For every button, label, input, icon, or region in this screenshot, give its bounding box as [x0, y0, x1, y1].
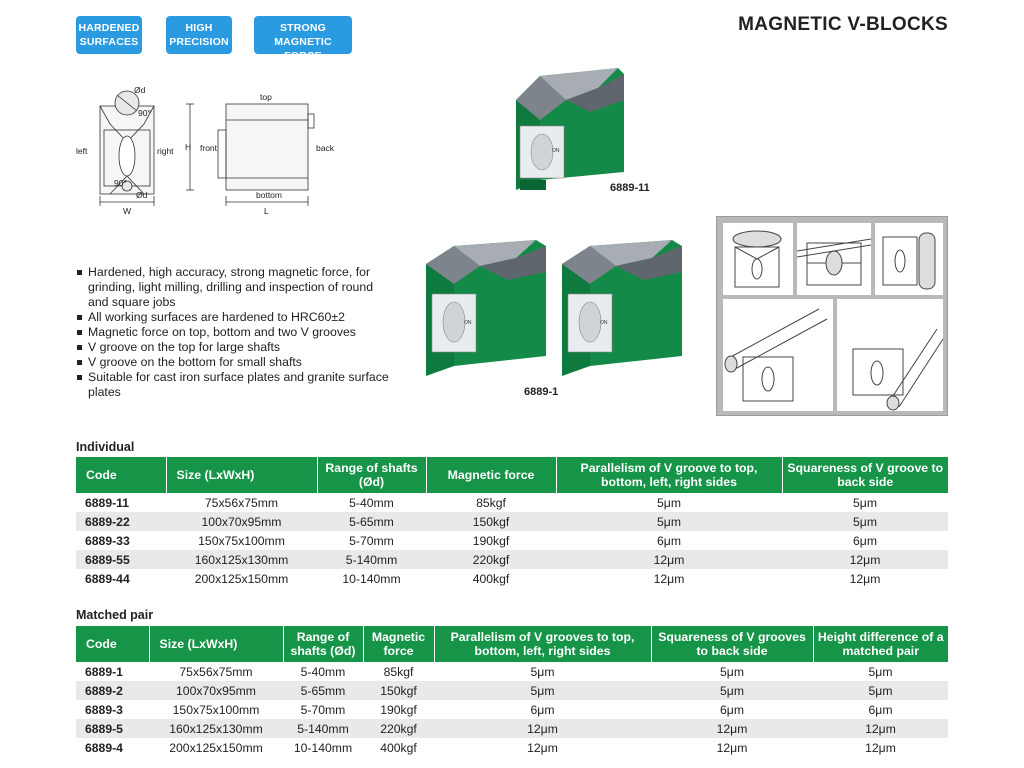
feature-item: V groove on the bottom for small shafts — [76, 355, 396, 370]
table-row — [76, 550, 948, 569]
cell-parallelism: 6μm — [556, 531, 782, 550]
table-row — [76, 662, 948, 681]
diagram-label-front: front — [200, 143, 218, 153]
cell-range: 5-40mm — [283, 662, 363, 681]
cell-parallelism: 6μm — [434, 700, 651, 719]
column-header-size: Size (LxWxH) — [149, 626, 283, 662]
feature-item: Hardened, high accuracy, strong magnetic force, for grinding, light milling, drilling and inspection of round and square jobs — [76, 265, 396, 310]
diagram-label-back: back — [316, 143, 334, 153]
cell-squareness: 12μm — [651, 719, 813, 738]
cell-code: 6889-3 — [76, 700, 149, 719]
cell-size: 100x70x95mm — [166, 512, 317, 531]
diagram-label-l: L — [264, 206, 269, 216]
column-header-squareness: Squareness of V groove to back side — [782, 457, 948, 493]
table-header-row — [76, 457, 948, 493]
cell-magnetic-force: 85kgf — [363, 662, 434, 681]
cell-parallelism: 5μm — [556, 512, 782, 531]
cell-size: 75x56x75mm — [149, 662, 283, 681]
cell-magnetic-force: 150kgf — [426, 512, 556, 531]
application-illustrations — [716, 216, 948, 416]
badge-precision-line1: HIGH — [185, 22, 213, 34]
cell-size: 160x125x130mm — [149, 719, 283, 738]
application-cell — [797, 223, 871, 295]
cell-height-difference: 12μm — [813, 719, 948, 738]
cell-squareness: 5μm — [651, 681, 813, 700]
cell-code: 6889-44 — [76, 569, 166, 588]
cell-parallelism: 12μm — [434, 738, 651, 757]
column-header-squareness: Squareness of V grooves to back side — [651, 626, 813, 662]
cell-size: 100x70x95mm — [149, 681, 283, 700]
cell-squareness: 12μm — [782, 569, 948, 588]
cell-magnetic-force: 150kgf — [363, 681, 434, 700]
diagram-label-w: W — [123, 206, 132, 216]
application-cell — [723, 223, 793, 295]
cell-code: 6889-55 — [76, 550, 166, 569]
table-row — [76, 569, 948, 588]
column-header-magnetic-force: Magnetic force — [426, 457, 556, 493]
column-header-parallelism: Parallelism of V groove to top, bottom, left, right sides — [556, 457, 782, 493]
cell-magnetic-force: 220kgf — [363, 719, 434, 738]
diagram-label-bottom: bottom — [256, 190, 282, 200]
table-header-row — [76, 626, 948, 662]
cell-range: 5-40mm — [317, 493, 426, 512]
column-header-code: Code — [76, 626, 149, 662]
cell-squareness: 5μm — [782, 493, 948, 512]
column-header-parallelism: Parallelism of V grooves to top, bottom, left, right sides — [434, 626, 651, 662]
cell-squareness: 5μm — [651, 662, 813, 681]
diagram-label-h: H — [185, 142, 192, 152]
cell-height-difference: 12μm — [813, 738, 948, 757]
diagram-label-angle-bottom: 90° — [114, 178, 127, 188]
cell-size: 75x56x75mm — [166, 493, 317, 512]
column-header-size: Size (LxWxH) — [166, 457, 317, 493]
cell-code: 6889-22 — [76, 512, 166, 531]
column-header-magnetic-force: Magnetic force — [363, 626, 434, 662]
v-block-pair-right-image — [560, 236, 684, 378]
column-header-range: Range of shafts (Ød) — [317, 457, 426, 493]
cell-height-difference: 5μm — [813, 662, 948, 681]
cell-range: 10-140mm — [317, 569, 426, 588]
cell-range: 5-70mm — [317, 531, 426, 550]
feature-list — [76, 265, 396, 400]
cell-size: 160x125x130mm — [166, 550, 317, 569]
page-title: MAGNETIC V-BLOCKS — [738, 14, 948, 35]
cell-code: 6889-33 — [76, 531, 166, 550]
badge-hardened-line1: HARDENED — [78, 22, 140, 34]
cell-size: 150x75x100mm — [166, 531, 317, 550]
cell-magnetic-force: 400kgf — [426, 569, 556, 588]
cell-range: 5-70mm — [283, 700, 363, 719]
cell-size: 200x125x150mm — [166, 569, 317, 588]
cell-range: 5-65mm — [283, 681, 363, 700]
cell-magnetic-force: 400kgf — [363, 738, 434, 757]
table-row — [76, 719, 948, 738]
badge-hardened-surfaces — [76, 16, 142, 54]
switch-on-label: ON — [552, 148, 560, 154]
badge-high-precision — [166, 16, 232, 54]
cell-range: 10-140mm — [283, 738, 363, 757]
diagram-label-left: left — [76, 146, 88, 156]
individual-spec-table — [76, 457, 948, 588]
table-row — [76, 738, 948, 757]
individual-section-label: Individual — [76, 440, 135, 454]
cell-code: 6889-4 — [76, 738, 149, 757]
cell-code: 6889-1 — [76, 662, 149, 681]
cell-parallelism: 12μm — [556, 550, 782, 569]
cell-range: 5-140mm — [317, 550, 426, 569]
matched-pair-spec-table — [76, 626, 948, 757]
badge-magnetic-line1: STRONG — [279, 22, 327, 34]
application-cell — [723, 299, 833, 411]
badge-magnetic-line2: MAGNETIC FORCE — [274, 36, 332, 62]
cell-squareness: 5μm — [782, 512, 948, 531]
cell-code: 6889-5 — [76, 719, 149, 738]
badge-precision-line2: PRECISION — [169, 36, 229, 48]
cell-range: 5-65mm — [317, 512, 426, 531]
switch-on-label: ON — [600, 320, 608, 326]
diagram-label-diameter-bottom: Ød — [136, 190, 148, 200]
cell-size: 150x75x100mm — [149, 700, 283, 719]
cell-magnetic-force: 190kgf — [426, 531, 556, 550]
badge-strong-magnetic-force — [254, 16, 352, 62]
cell-size: 200x125x150mm — [149, 738, 283, 757]
cell-parallelism: 12μm — [556, 569, 782, 588]
table-row — [76, 700, 948, 719]
table-row — [76, 681, 948, 700]
cell-parallelism: 5μm — [434, 681, 651, 700]
cell-squareness: 12μm — [651, 738, 813, 757]
cell-height-difference: 6μm — [813, 700, 948, 719]
pair-product-code: 6889-1 — [524, 386, 559, 398]
cell-code: 6889-11 — [76, 493, 166, 512]
application-cell — [875, 223, 943, 295]
diagram-label-diameter-top: Ød — [134, 85, 146, 95]
diagram-label-angle-top: 90° — [138, 108, 151, 118]
cell-magnetic-force: 220kgf — [426, 550, 556, 569]
v-block-single-image — [506, 60, 630, 192]
cell-code: 6889-2 — [76, 681, 149, 700]
single-product-code: 6889-11 — [610, 182, 650, 194]
technical-diagram — [76, 84, 346, 216]
switch-on-label: ON — [464, 320, 472, 326]
application-cell — [837, 299, 943, 411]
cell-parallelism: 5μm — [434, 662, 651, 681]
cell-height-difference: 5μm — [813, 681, 948, 700]
feature-item: Suitable for cast iron surface plates and granite surface plates — [76, 370, 396, 400]
v-block-pair-left-image — [424, 236, 548, 378]
cell-squareness: 6μm — [651, 700, 813, 719]
cell-magnetic-force: 85kgf — [426, 493, 556, 512]
table-row — [76, 512, 948, 531]
cell-parallelism: 5μm — [556, 493, 782, 512]
diagram-label-top: top — [260, 92, 272, 102]
matched-pair-section-label: Matched pair — [76, 608, 154, 622]
cell-range: 5-140mm — [283, 719, 363, 738]
column-header-height-difference: Height difference of a matched pair — [813, 626, 948, 662]
column-header-range: Range of shafts (Ød) — [283, 626, 363, 662]
feature-item: All working surfaces are hardened to HRC60±2 — [76, 310, 396, 325]
column-header-code: Code — [76, 457, 166, 493]
table-row — [76, 531, 948, 550]
cell-parallelism: 12μm — [434, 719, 651, 738]
feature-item: Magnetic force on top, bottom and two V grooves — [76, 325, 396, 340]
feature-item: V groove on the top for large shafts — [76, 340, 396, 355]
side-view-drawing — [186, 104, 314, 206]
table-row — [76, 493, 948, 512]
badge-hardened-line2: SURFACES — [79, 36, 139, 48]
cell-squareness: 12μm — [782, 550, 948, 569]
diagram-label-right: right — [157, 146, 174, 156]
cell-squareness: 6μm — [782, 531, 948, 550]
cell-magnetic-force: 190kgf — [363, 700, 434, 719]
